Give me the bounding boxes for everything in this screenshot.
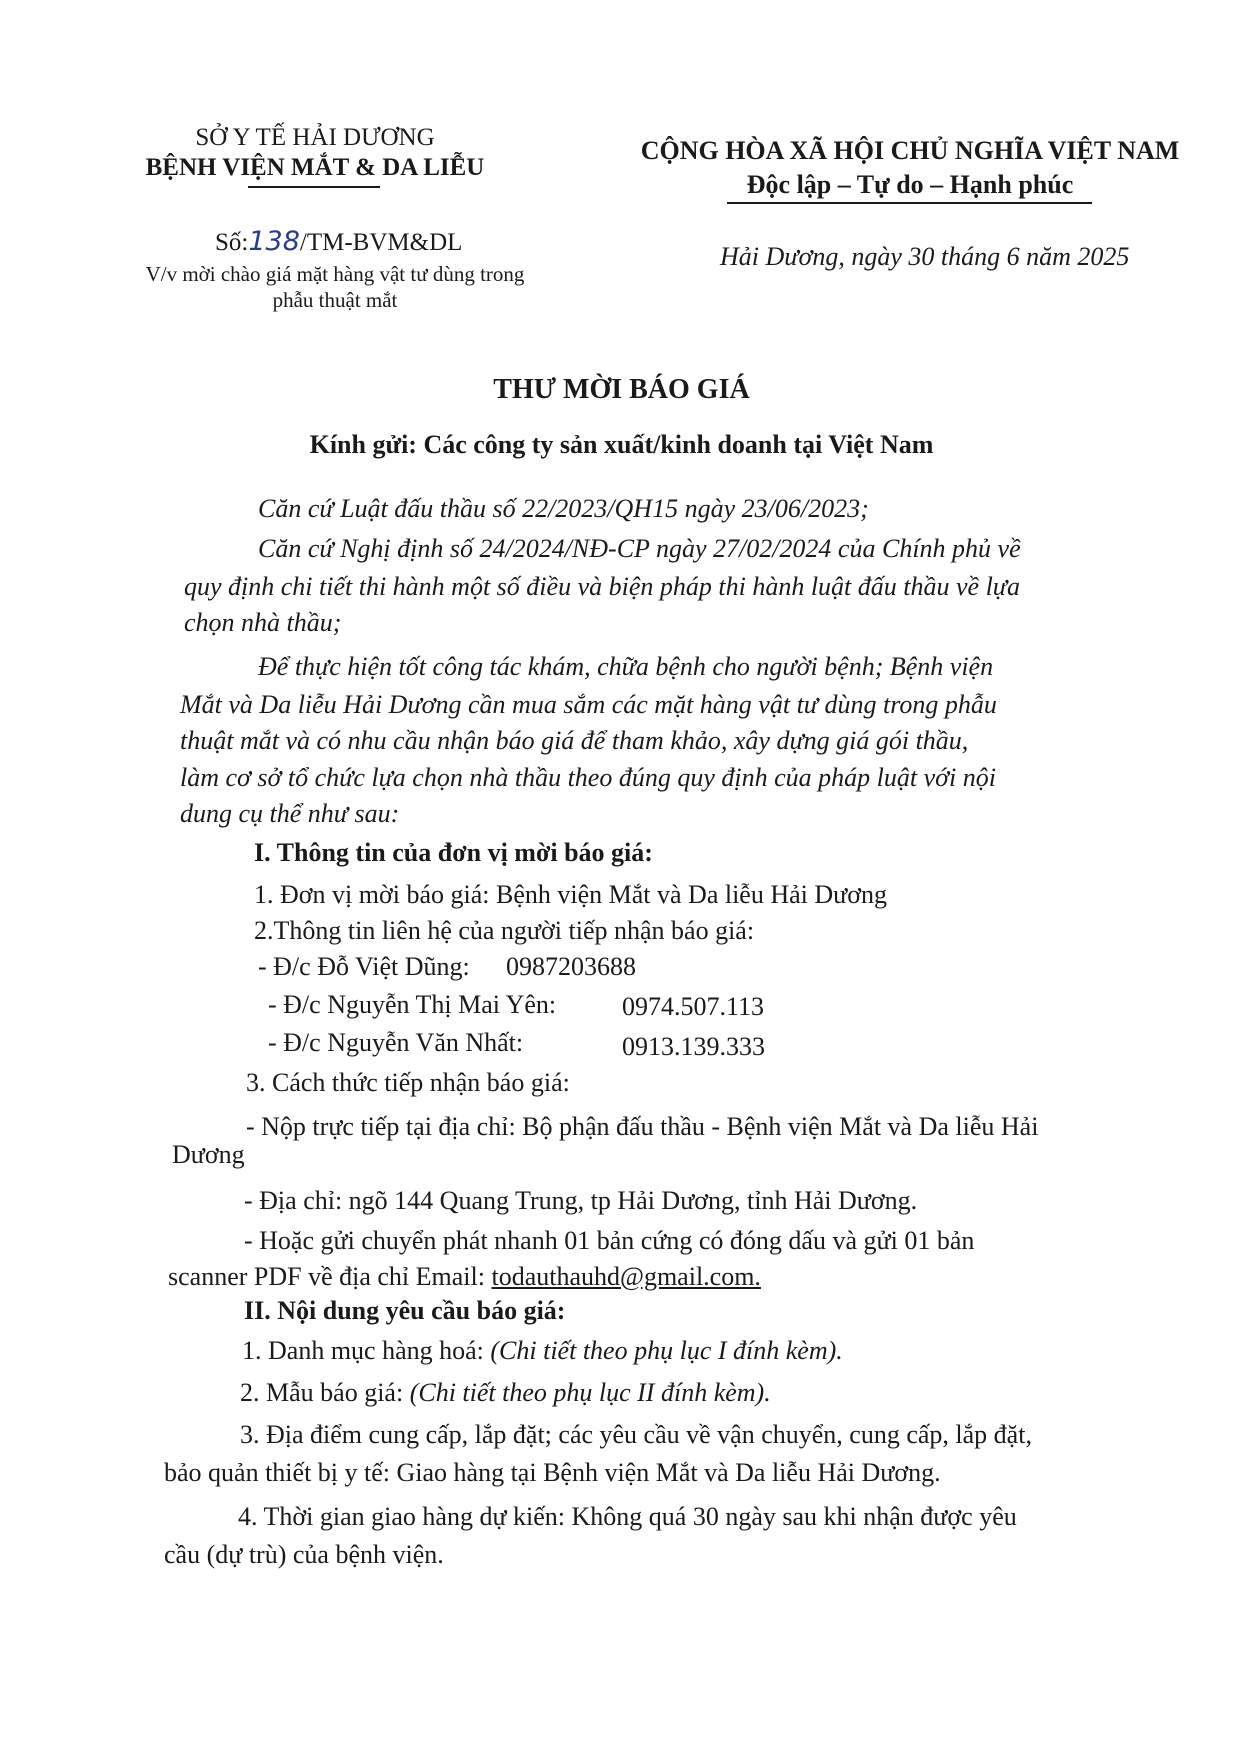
submission-address: - Địa chỉ: ngõ 144 Quang Trung, tp Hải Dương, tỉnh Hải Dương. <box>244 1186 918 1215</box>
section-2-item-3a: 3. Địa điểm cung cấp, lắp đặt; các yêu cầu về vận chuyển, cung cấp, lắp đặt, <box>240 1420 1032 1449</box>
handwritten-number: 138 <box>248 226 300 257</box>
section-2-heading: II. Nội dung yêu cầu báo giá: <box>244 1296 566 1325</box>
contact-phone: 0974.507.113 <box>622 992 765 1021</box>
nation-title: CỘNG HÒA XÃ HỘI CHỦ NGHĨA VIỆT NAM <box>640 136 1180 165</box>
number-suffix: /TM-BVM&DL <box>299 229 463 256</box>
section-2-item-3b: bảo quản thiết bị y tế: Giao hàng tại Bệnh viện Mắt và Da liễu Hải Dương. <box>164 1458 941 1487</box>
item-1-label: 1. Danh mục hàng hoá: <box>242 1336 491 1365</box>
motto-underline <box>727 202 1092 204</box>
number-prefix: Số: <box>215 229 249 256</box>
section-1-item-2: 2.Thông tin liên hệ của người tiếp nhận báo giá: <box>254 916 755 945</box>
submission-courier-1: - Hoặc gửi chuyển phát nhanh 01 bản cứng có đóng dấu và gửi 01 bản <box>244 1226 975 1255</box>
contact-name: - Đ/c Nguyễn Văn Nhất: <box>268 1028 524 1057</box>
department-name: SỞ Y TẾ HẢI DƯƠNG <box>195 124 435 151</box>
section-1-heading: I. Thông tin của đơn vị mời báo giá: <box>254 838 653 867</box>
hospital-name-underline <box>248 186 380 188</box>
intro-line-5: dung cụ thể như sau: <box>180 799 400 828</box>
item-1-note: (Chi tiết theo phụ lục I đính kèm). <box>490 1336 843 1365</box>
submission-courier-2 <box>168 1262 761 1292</box>
legal-basis-2c: chọn nhà thầu; <box>184 608 342 637</box>
email-link[interactable]: todauthauhd@gmail.com. <box>491 1262 761 1291</box>
subject-line-2: phẫu thuật mắt <box>272 288 398 312</box>
intro-line-4: làm cơ sở tổ chức lựa chọn nhà thầu theo đúng quy định của pháp luật với nội <box>180 763 996 792</box>
contact-phone: 0913.139.333 <box>622 1032 765 1061</box>
motto: Độc lập – Tự do – Hạnh phúc <box>746 170 1074 199</box>
intro-line-2: Mắt và Da liễu Hải Dương cần mua sắm các mặt hàng vật tư dùng trong phẫu <box>180 690 997 719</box>
section-2-item-2 <box>240 1378 771 1408</box>
submission-direct-1: - Nộp trực tiếp tại địa chỉ: Bộ phận đấu thầu - Bệnh viện Mắt và Da liễu Hải <box>246 1112 1039 1141</box>
legal-basis-2b: quy định chi tiết thi hành một số điều và biện pháp thi hành luật đấu thầu về lựa <box>184 572 1020 601</box>
contact-name: - Đ/c Nguyễn Thị Mai Yên: <box>268 990 557 1019</box>
subject-line-1: V/v mời chào giá mặt hàng vật tư dùng trong <box>145 262 525 286</box>
section-2-item-4b: cầu (dự trù) của bệnh viện. <box>164 1540 444 1569</box>
item-2-label: 2. Mẫu báo giá: <box>240 1378 410 1407</box>
section-2-item-1 <box>242 1336 843 1366</box>
document-number <box>215 226 462 257</box>
contact-name: - Đ/c Đỗ Việt Dũng: <box>258 952 470 981</box>
section-1-item-3: 3. Cách thức tiếp nhận báo giá: <box>246 1068 570 1097</box>
email-prefix: scanner PDF về địa chỉ Email: <box>168 1262 492 1291</box>
place-date: Hải Dương, ngày 30 tháng 6 năm 2025 <box>720 242 1130 271</box>
item-2-note: (Chi tiết theo phụ lục II đính kèm). <box>409 1378 771 1407</box>
legal-basis-1: Căn cứ Luật đấu thầu số 22/2023/QH15 ngày 23/06/2023; <box>258 494 869 523</box>
contact-phone: 0987203688 <box>506 952 636 981</box>
intro-line-1: Để thực hiện tốt công tác khám, chữa bệnh cho người bệnh; Bệnh viện <box>258 652 994 681</box>
recipient-line: Kính gửi: Các công ty sản xuất/kinh doanh tại Việt Nam <box>309 430 934 459</box>
submission-direct-2: Dương <box>172 1140 245 1169</box>
section-2-item-4a: 4. Thời gian giao hàng dự kiến: Không quá 30 ngày sau khi nhận được yêu <box>238 1502 1017 1531</box>
legal-basis-2a: Căn cứ Nghị định số 24/2024/NĐ-CP ngày 27/02/2024 của Chính phủ về <box>258 534 1021 563</box>
hospital-name: BỆNH VIỆN MẮT & DA LIỄU <box>145 154 485 181</box>
page-title: THƯ MỜI BÁO GIÁ <box>493 374 750 405</box>
section-1-item-1: 1. Đơn vị mời báo giá: Bệnh viện Mắt và Da liễu Hải Dương <box>254 880 888 909</box>
intro-line-3: thuật mắt và có nhu cầu nhận báo giá để tham khảo, xây dựng giá gói thầu, <box>180 726 969 755</box>
